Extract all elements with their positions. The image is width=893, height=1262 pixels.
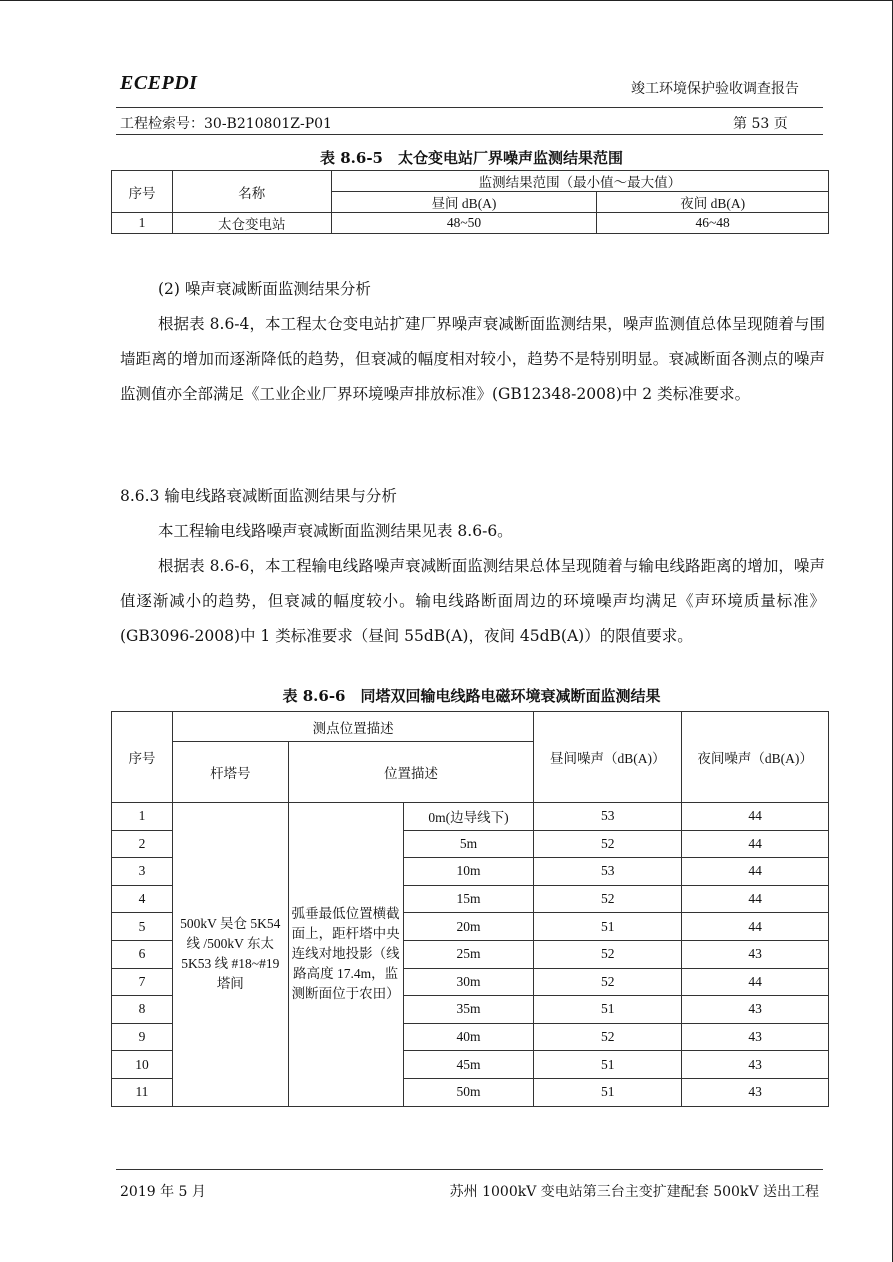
paragraph: 根据表 8.6-4，本工程太仓变电站扩建厂界噪声衰减断面监测结果，噪声监测值总体呈现随着与围墙距离的增加而逐渐降低的趋势，但衰减的幅度相对较小，趋势不是特别明显。衰减断面各测点的噪声监测值亦全部满足《工业企业厂界环境噪声排放标准》(GB12348-2008)中 2 类标准要求。 [120,315,825,403]
table-cell: 10 [112,1051,173,1079]
header-cell: 监测结果范围（最小值～最大值） [331,171,828,192]
table-cell: 1 [112,803,173,831]
header-cell: 位置描述 [288,742,534,803]
table-cell: 0m(边导线下) [403,803,534,831]
table-cell: 44 [682,830,829,858]
paragraph: 根据表 8.6-6，本工程输电线路噪声衰减断面监测结果总体呈现随着与输电线路距离的增加，噪声值逐渐减小的趋势，但衰减的幅度较小。输电线路断面周边的环境噪声均满足《声环境质量标准》(GB3096-2008)中 1 类标准要求（昼间 55dB(A)，夜间 45dB(A)）的限值要求。 [120,557,825,645]
table-cell: 2 [112,830,173,858]
table-cell: 5m [403,830,534,858]
header-cell: 昼间 dB(A) [331,192,597,213]
header-cell: 夜间噪声（dB(A)） [682,712,829,803]
table-cell: 52 [534,1023,682,1051]
header-divider [116,134,823,135]
footer-project-name: 苏州 1000kV 变电站第三台主变扩建配套 500kV 送出工程 [449,1184,819,1200]
table-cell: 51 [534,1078,682,1106]
section-heading: 8.6.3 输电线路衰减断面监测结果与分析 [120,487,397,505]
page-border [0,0,893,1]
table-cell: 51 [534,1051,682,1079]
table-cell: 45m [403,1051,534,1079]
table-cell: 52 [534,885,682,913]
table-cell: 44 [682,803,829,831]
table-cell: 53 [534,803,682,831]
section-heading: (2) 噪声衰减断面监测结果分析 [158,280,371,298]
table-cell: 11 [112,1078,173,1106]
header-cell: 序号 [112,171,173,213]
header-cell: 杆塔号 [172,742,288,803]
table-cell: 52 [534,940,682,968]
header-cell: 名称 [172,171,331,213]
report-title: 竣工环境保护验收调查报告 [631,81,799,97]
table-cell: 44 [682,858,829,886]
line-noise-attenuation-table [111,711,829,1107]
table-cell: 3 [112,858,173,886]
header-cell: 序号 [112,712,173,803]
table-caption: 表 8.6-5 太仓变电站厂界噪声监测结果范围 [320,149,623,167]
table-cell: 50m [403,1078,534,1106]
position-cell: 弧垂最低位置横截面上，距杆塔中央连线对地投影（线路高度 17.4m，监测断面位于农田） [288,803,403,1107]
table-cell: 43 [682,996,829,1024]
table-caption: 表 8.6-6 同塔双回输电线路电磁环境衰减断面监测结果 [282,687,661,705]
table-cell: 44 [682,885,829,913]
table-cell: 52 [534,968,682,996]
document-number: 工程检索号：30-B210801Z-P01 [120,116,332,132]
table-row [112,803,829,831]
table-cell: 太仓变电站 [172,213,331,234]
company-logo: ECEPDI [120,72,198,94]
header-cell: 昼间噪声（dB(A)） [534,712,682,803]
boundary-noise-table [111,170,829,234]
table-cell: 10m [403,858,534,886]
table-cell: 7 [112,968,173,996]
page-number: 第 53 页 [733,116,788,132]
header-cell: 夜间 dB(A) [597,192,829,213]
header-cell: 测点位置描述 [172,712,533,742]
table-cell: 43 [682,940,829,968]
paragraph: 本工程输电线路噪声衰减断面监测结果见表 8.6-6。 [158,522,513,540]
table-cell: 8 [112,996,173,1024]
table-cell: 5 [112,913,173,941]
table-cell: 48~50 [331,213,597,234]
table-cell: 46~48 [597,213,829,234]
table-cell: 6 [112,940,173,968]
table-cell: 44 [682,968,829,996]
table-cell: 43 [682,1051,829,1079]
tower-cell: 500kV 吴仓 5K54 线 /500kV 东太 5K53 线 #18~#19 塔间 [172,803,288,1107]
table-cell: 40m [403,1023,534,1051]
table-cell: 51 [534,913,682,941]
table-cell: 51 [534,996,682,1024]
footer-divider [116,1169,823,1170]
table-cell: 25m [403,940,534,968]
table-cell: 30m [403,968,534,996]
table-cell: 44 [682,913,829,941]
table-cell: 35m [403,996,534,1024]
table-cell: 4 [112,885,173,913]
header-divider [116,107,823,108]
table-cell: 43 [682,1078,829,1106]
table-cell: 9 [112,1023,173,1051]
footer-date: 2019 年 5 月 [120,1184,206,1200]
table-cell: 15m [403,885,534,913]
table-cell: 1 [112,213,173,234]
table-row [112,213,829,234]
table-cell: 43 [682,1023,829,1051]
table-cell: 52 [534,830,682,858]
table-cell: 20m [403,913,534,941]
table-cell: 53 [534,858,682,886]
